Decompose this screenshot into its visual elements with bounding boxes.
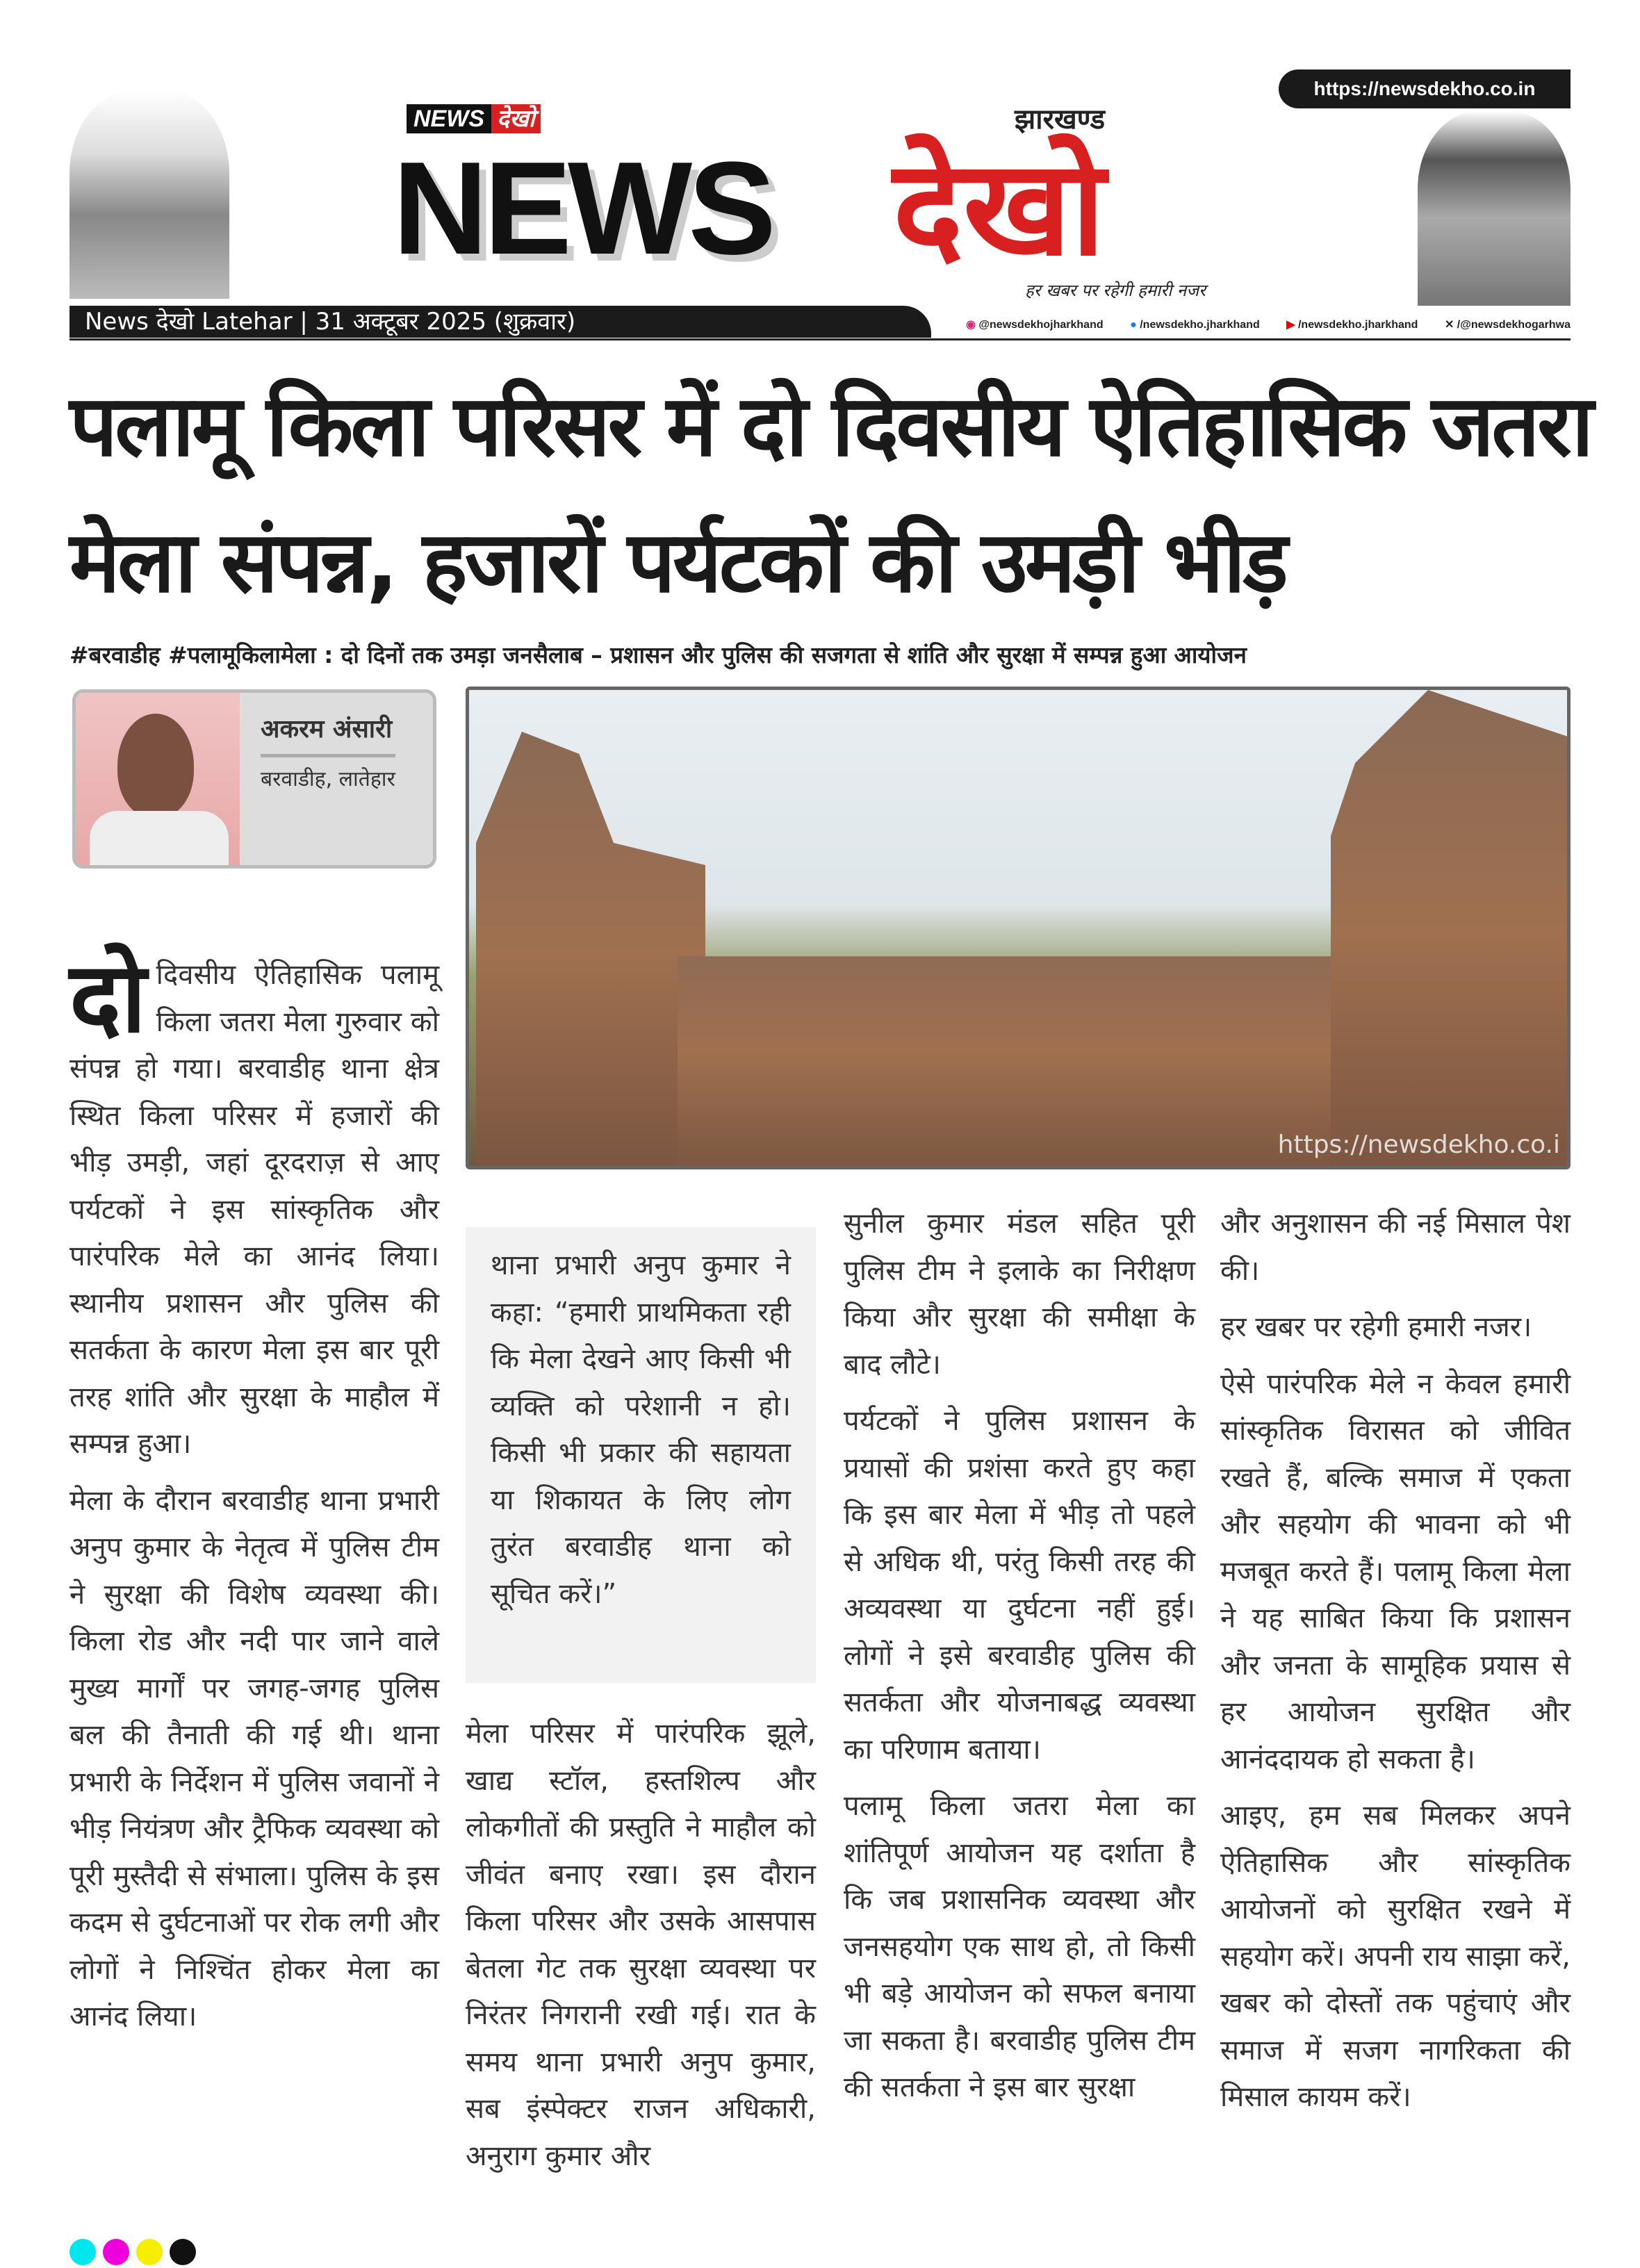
- cyan-dot: [69, 2239, 96, 2265]
- facebook-icon: ●: [1130, 319, 1137, 331]
- logo-state: झारखण्ड: [1015, 104, 1106, 135]
- paragraph: पलामू किला जतरा मेला का शांतिपूर्ण आयोजन यह दर्शाता है कि जब प्रशासनिक व्यवस्था और जनसहयोग एक साथ हो, तो किसी भी बड़े आयोजन को सफल बनाया जा सकता है। बरवाडीह पुलिस टीम की सतर्कता ने इस बार सुरक्षा: [844, 1790, 1195, 2103]
- tagline: हर खबर पर रहेगी हमारी नजर: [1025, 281, 1206, 300]
- paragraph: और अनुशासन की नई मिसाल पेश की।: [1220, 1208, 1571, 1287]
- yellow-dot: [136, 2239, 163, 2265]
- small-logo-dekho: देखो: [491, 104, 541, 133]
- pull-quote: थाना प्रभारी अनुप कुमार ने कहा: “हमारी प्राथमिकता रही कि मेला देखने आए किसी भी व्यक्ति को परेशानी न हो। किसी भी प्रकार की सहायता या शिकायत के लिए लोग तुरंत बरवाडीह थाना को सूचित करें।”: [466, 1227, 816, 1683]
- print-color-marks: [69, 2239, 196, 2265]
- article-column-2: [466, 1227, 816, 2180]
- x-icon: ✕: [1444, 319, 1454, 331]
- author-name: अकरम अंसारी: [261, 715, 393, 743]
- magenta-dot: [103, 2239, 129, 2265]
- headline-block: [69, 358, 1598, 671]
- logo-dekho: देखो: [893, 131, 1106, 285]
- instagram-handle[interactable]: ◉ @newsdekhojharkhand: [966, 319, 1104, 331]
- paragraph: हर खबर पर रहेगी हमारी नजर।: [1220, 1311, 1532, 1343]
- portrait-left: [69, 90, 229, 299]
- paragraph: आइए, हम सब मिलकर अपने ऐतिहासिक और सांस्कृतिक आयोजनों को सुरक्षित रखने में सहयोग करें। अपनी राय साझा करें, खबर को दोस्तों तक पहुंचाएं और समाज में सजग नागरिकता की मिसाल कायम करें।: [1220, 1800, 1571, 2113]
- social-handles: [966, 315, 1571, 335]
- drop-cap: दो: [69, 942, 147, 1055]
- facebook-handle[interactable]: ● /newsdekho.jharkhand: [1130, 319, 1260, 331]
- paragraph: मेला परिसर में पारंपरिक झूले, खाद्य स्टॉल, हस्तशिल्प और लोकगीतों की प्रस्तुति ने माहौल को जीवंत बनाए रखा। इस दौरान किला परिसर और उसके आसपास बेतला गेट तक सुरक्षा व्यवस्था पर निरंतर निगरानी रखी गई। रात के समय थाना प्रभारी अनुप कुमार, सब इंस्पेक्टर राजन अधिकारी, अनुराग कुमार और: [466, 1718, 816, 2172]
- paragraph: मेला के दौरान बरवाडीह थाना प्रभारी अनुप कुमार के नेतृत्व में पुलिस टीम ने सुरक्षा की विशेष व्यवस्था की। किला रोड और नदी पार जाने वाले मुख्य मार्गों पर जगह-जगह पुलिस बल की तैनाती की गई थी। थाना प्रभारी के निर्देशन में पुलिस जवानों ने भीड़ नियंत्रण और ट्रैफिक व्यवस्था को पूरी मुस्तैदी से संभाला। पुलिस के इस कदम से दुर्घटनाओं पर रोक लगी और लोगों ने निश्चिंत होकर मेला का आनंद लिया।: [69, 1484, 439, 2032]
- dateline: News देखो Latehar | 31 अक्टूबर 2025 (शुक्रवार): [85, 308, 576, 336]
- paragraph: सुनील कुमार मंडल सहित पूरी पुलिस टीम ने इलाके का निरीक्षण किया और सुरक्षा की समीक्षा के बाद लौटे।: [844, 1208, 1195, 1381]
- author-card: [72, 689, 436, 869]
- article-column-4: [1220, 1201, 1571, 2131]
- subtitle: #बरवाडीह #पलामूकिलामेला : दो दिनों तक उमड़ा जनसैलाब – प्रशासन और पुलिस की सजगता से शांति और सुरक्षा में सम्पन्न हुआ आयोजन: [69, 641, 1247, 668]
- paragraph: दिवसीय ऐतिहासिक पलामू किला जतरा मेला गुरुवार को संपन्न हो गया। बरवाडीह थाना क्षेत्र स्थित किला परिसर में हजारों की भीड़ उमड़ी, जहां दूरदराज़ से आए पर्यटकों ने इस सांस्कृतिक और पारंपरिक मेले का आनंद लिया। स्थानीय प्रशासन और पुलिस की सतर्कता के कारण मेला इस बार पूरी तरह शांति और सुरक्षा के माहौल में सम्पन्न हुआ।: [69, 959, 439, 1460]
- author-location: बरवाडीह, लातेहार: [261, 767, 395, 791]
- instagram-icon: ◉: [966, 319, 976, 331]
- small-logo: [407, 104, 541, 133]
- black-dot: [170, 2239, 196, 2265]
- small-logo-news: NEWS: [407, 104, 491, 133]
- article-photo: [466, 687, 1571, 1169]
- article-column-1: [69, 942, 439, 2051]
- youtube-handle[interactable]: ▶ /newsdekho.jharkhand: [1286, 319, 1418, 331]
- photo-watermark: https://newsdekho.co.i: [1277, 1131, 1560, 1159]
- article-column-3: [844, 1201, 1195, 2121]
- paragraph: ऐसे पारंपरिक मेले न केवल हमारी सांस्कृतिक विरासत को जीवित रखते हैं, बल्कि समाज में एकता और सहयोग की भावना को भी मजबूत करते हैं। पलामू किला मेला ने यह साबित किया कि प्रशासन और जनता के सामूहिक प्रयास से हर आयोजन सुरक्षित और आनंददायक हो सकता है।: [1220, 1367, 1571, 1775]
- dateline-bar: [69, 306, 931, 338]
- youtube-icon: ▶: [1286, 319, 1295, 331]
- website-url[interactable]: https://newsdekho.co.in: [1279, 69, 1571, 108]
- headline: पलामू किला परिसर में दो दिवसीय ऐतिहासिक जतरा मेला संपन्न, हजारों पर्यटकों की उमड़ी भीड़: [69, 377, 1591, 611]
- logo-news: NEWS: [393, 135, 772, 282]
- paragraph: पर्यटकों ने पुलिस प्रशासन के प्रयासों की प्रशंसा करते हुए कहा कि इस बार मेला में भीड़ तो पहले से अधिक थी, परंतु किसी तरह की अव्यवस्था या दुर्घटना नहीं हुई। लोगों ने इसे बरवाडीह पुलिस की सतर्कता और योजनाबद्ध व्यवस्था का परिणाम बताया।: [844, 1405, 1195, 1766]
- portrait-right: [1418, 111, 1571, 306]
- x-handle[interactable]: ✕ /@newsdekhogarhwa: [1444, 319, 1571, 331]
- header-rule: [69, 338, 1571, 340]
- author-photo: [76, 693, 240, 865]
